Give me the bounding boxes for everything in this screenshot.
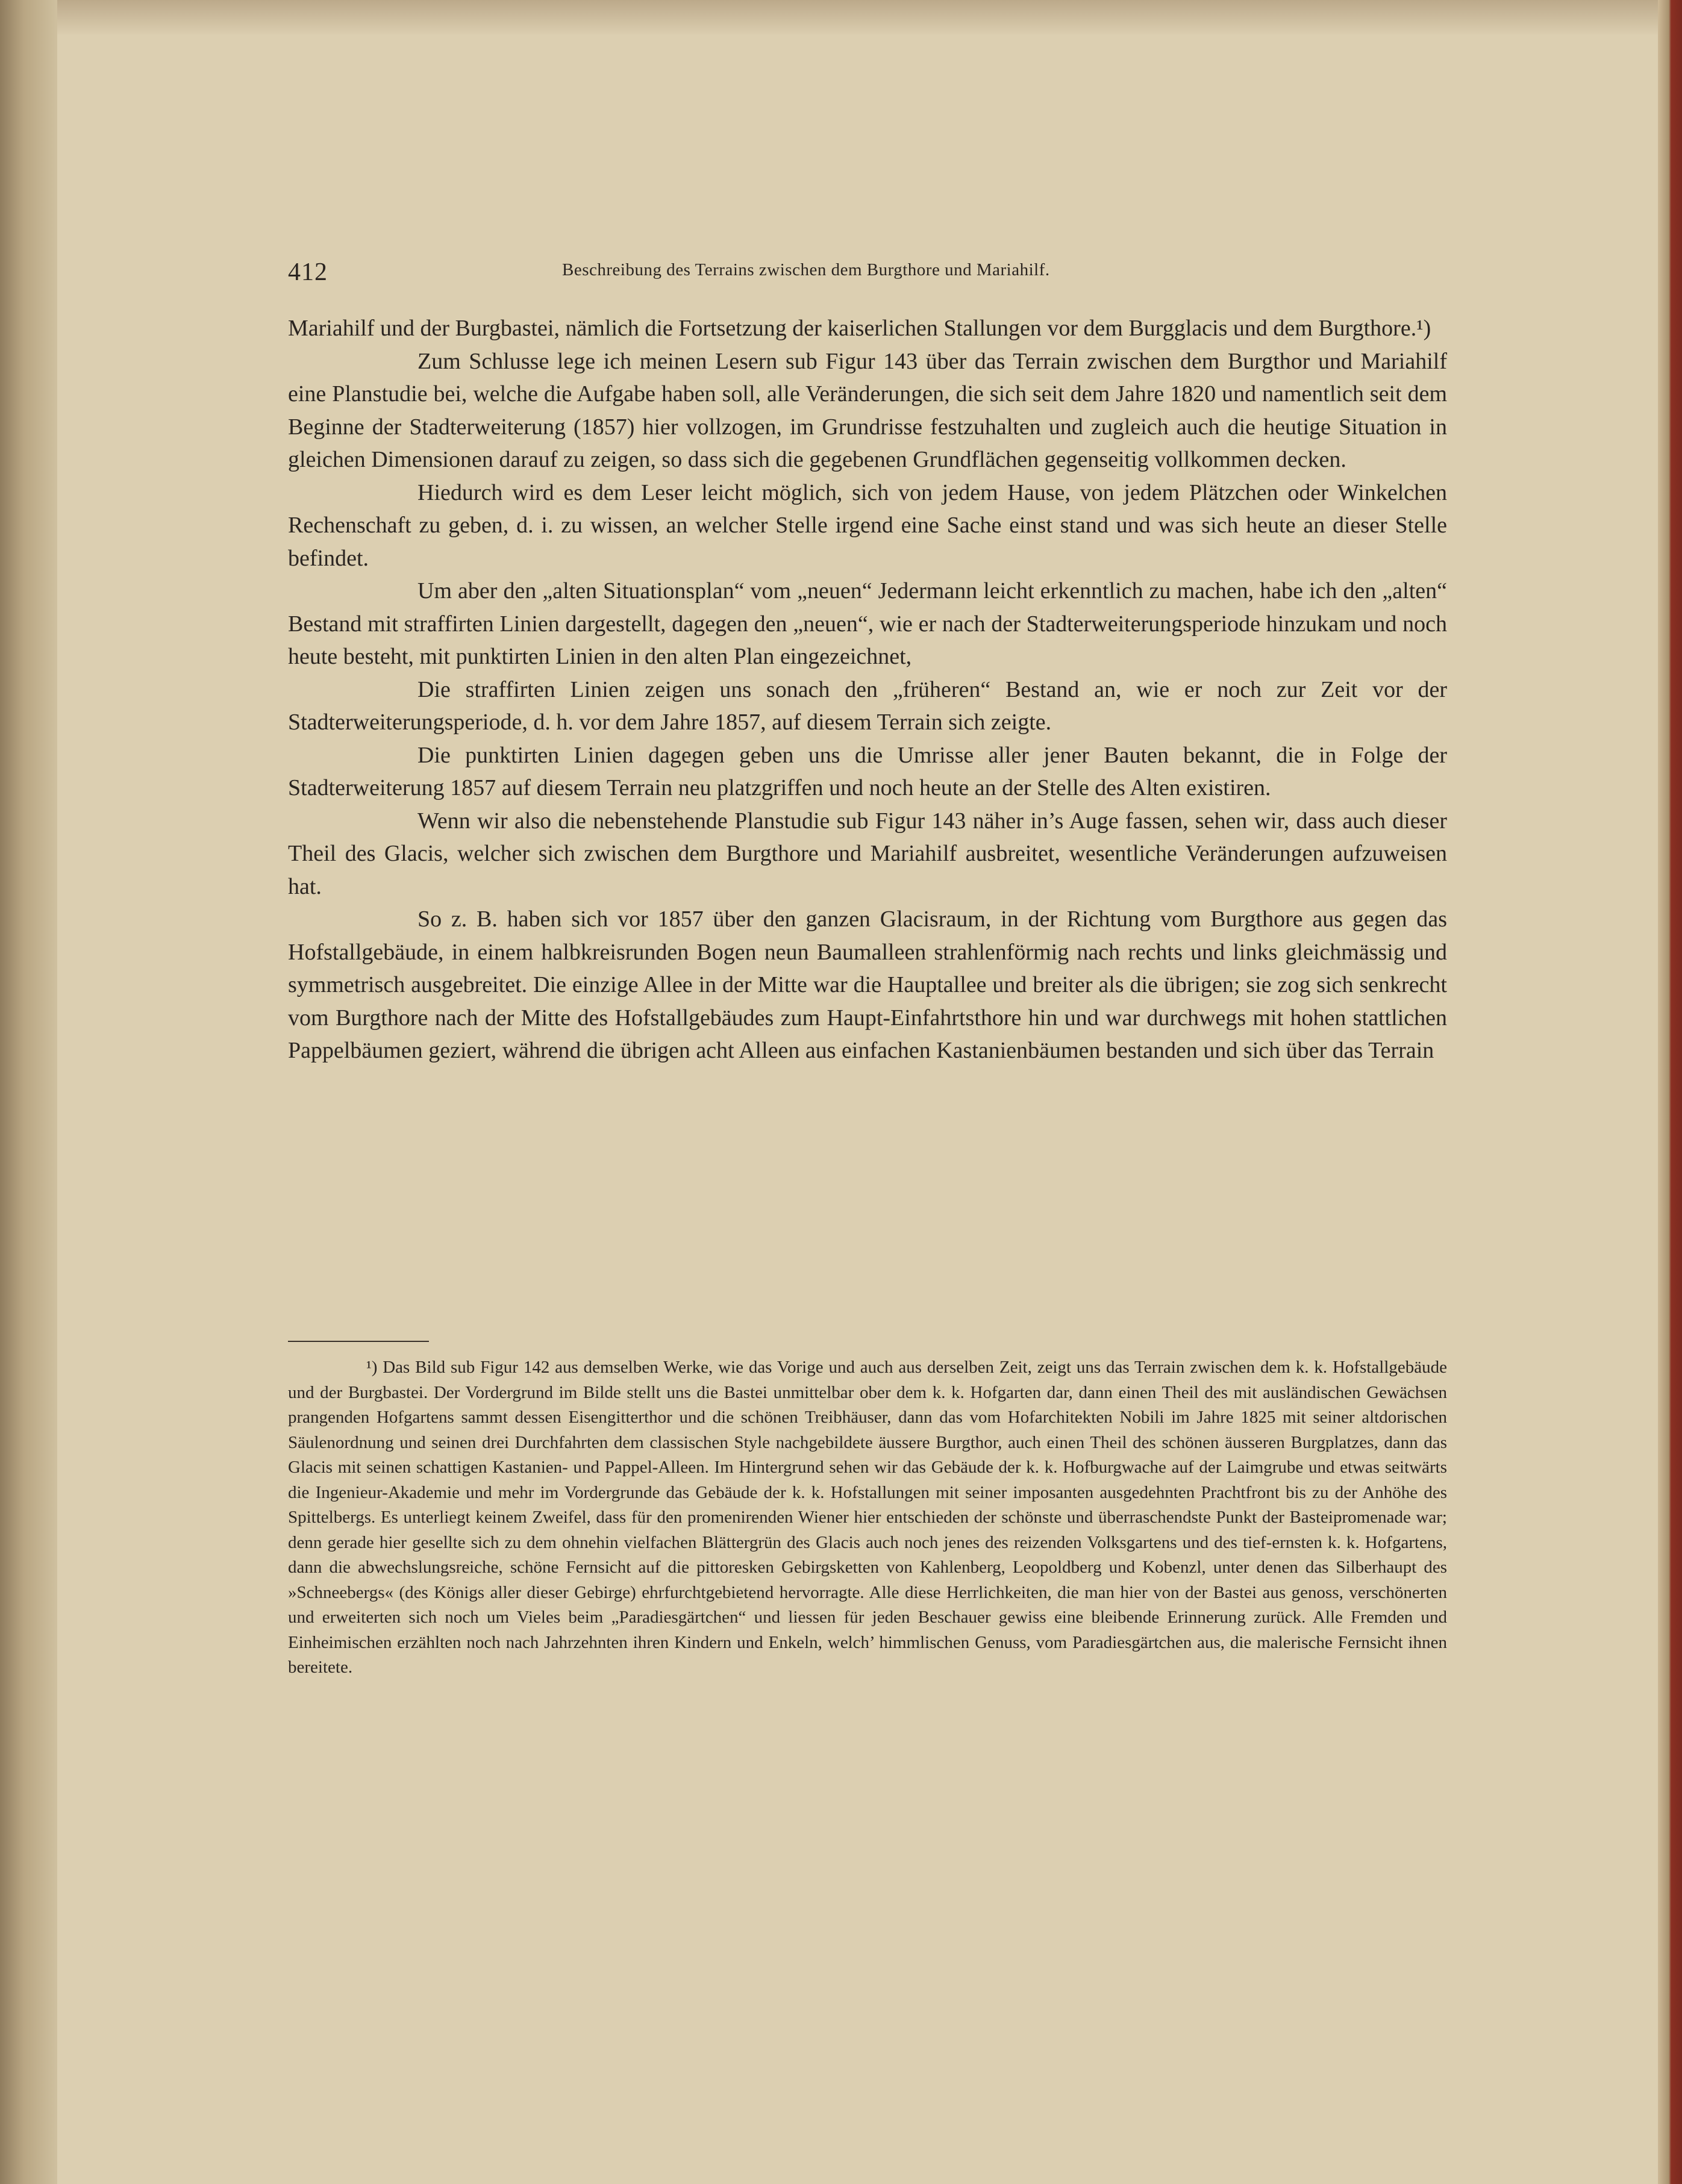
footnote-divider	[288, 1341, 429, 1342]
paragraph: So z. B. haben sich vor 1857 über den ganzen Glacisraum, in der Richtung vom Burgthore aus gegen das Hofstallgebäude, in einem halbkreisrunden Bogen neun Baumalleen strahlenförmig nach rechts und links gleichmässig und symmetrisch ausgebreitet. Die einzige Allee in der Mitte war die Hauptallee und breiter als die übrigen; sie zog sich senkrecht vom Burgthore nach der Mitte des Hofstallgebäudes zum Haupt-Einfahrtsthore hin und war durchwegs mit hohen stattlichen Pappelbäumen geziert, während die übrigen acht Alleen aus einfachen Kastanienbäumen bestanden und sich über das Terrain	[288, 906, 1447, 1063]
page-header	[288, 258, 1469, 300]
paragraph: Zum Schlusse lege ich meinen Lesern sub Figur 143 über das Terrain zwischen dem Burgthor und Mariahilf eine Planstudie bei, welche die Aufgabe haben soll, alle Veränderungen, die sich seit dem Jahre 1820 und namentlich seit dem Beginne der Stadterweiterung (1857) hier vollzogen, im Grundrisse festzuhalten und zugleich auch die heutige Situation in gleichen Dimensionen darauf zu zeigen, so dass sich die gegebenen Grundflächen gegenseitig vollkommen decken.	[288, 348, 1447, 472]
running-head: Beschreibung des Terrains zwischen dem Burgthore und Mariahilf.	[562, 260, 1050, 279]
paragraph: Mariahilf und der Burgbastei, nämlich die Fortsetzung der kaiserlichen Stallungen vor dem Burgglacis und dem Burgthore.¹)	[288, 316, 1431, 341]
paragraph: Wenn wir also die nebenstehende Planstudie sub Figur 143 näher in’s Auge fassen, sehen wir, dass auch dieser Theil des Glacis, welcher sich zwischen dem Burgthore und Mariahilf ausbreitet, wesentliche Veränderungen aufzuweisen hat.	[288, 808, 1447, 899]
page-top-shadow	[0, 0, 1682, 36]
paragraph: Die straffirten Linien zeigen uns sonach den „früheren“ Bestand an, wie er noch zur Zeit vor der Stadterweiterungsperiode, d. h. vor dem Jahre 1857, auf diesem Terrain sich zeigte.	[288, 676, 1447, 735]
footnote: ¹) Das Bild sub Figur 142 aus demselben Werke, wie das Vorige und auch aus derselben Zeit, zeigt uns das Terrain zwischen dem k. k. Hofstallgebäude und der Burgbastei. Der Vordergrund im Bilde stellt uns die Bastei unmittelbar ober dem k. k. Hofgarten dar, dann einen Theil des mit ausländischen Gewächsen prangenden Hofgartens sammt dessen Eisengitterthor und die schönen Treibhäuser, dann das vom Hofarchitekten Nobili im Jahre 1825 mit seiner altdorischen Säulenordnung und seinen drei Durchfahrten dem classischen Style nachgebildete äussere Burgthor, auch einen Theil des schönen äusseren Burgplatzes, dann das Glacis mit seinen schattigen Kastanien- und Pappel-Alleen. Im Hintergrund sehen wir das Gebäude der k. k. Hofburgwache auf der Laimgrube und etwas seitwärts die Ingenieur-Akademie und mehr im Vordergrunde das Gebäude der k. k. Hofstallungen mit seiner imposanten ausgedehnten Prachtfront bis zu der Anhöhe des Spittelbergs. Es unterliegt keinem Zweifel, dass für den promenirenden Wiener hier entschieden der schönste und überraschendste Punkt der Basteipromenade war; denn gerade hier gesellte sich zu dem ohnehin vielfachen Blättergrün des Glacis auch noch jenes des reizenden Volksgartens und des tief-ernsten k. k. Hofgartens, dann die abwechslungsreiche, schöne Fernsicht auf die pittoresken Gebirgsketten von Kahlenberg, Leopoldberg und Kobenzl, unter denen das Silberhaupt des »Schneebergs« (des Königs aller dieser Gebirge) ehrfurchtgebietend hervorragte. Alle diese Herrlichkeiten, die man hier von der Bastei aus genoss, verschönerten und erweiterten sich noch um Vieles beim „Paradiesgärtchen“ und liessen für jeden Beschauer gewiss eine bleibende Erinnerung zurück. Alle Fremden und Einheimischen erzählten noch nach Jahrzehnten ihren Kindern und Enkeln, welch’ himmlischen Genuss, vom Paradiesgärtchen aus, die malerische Fernsicht ihnen bereitete.	[288, 1358, 1447, 1677]
book-binding-edge	[1658, 0, 1682, 2184]
body-text	[288, 312, 1447, 1067]
page-number: 412	[288, 258, 328, 286]
footnotes	[288, 1355, 1447, 1680]
paragraph: Hiedurch wird es dem Leser leicht möglich, sich von jedem Hause, von jedem Plätzchen oder Winkelchen Rechenschaft zu geben, d. i. zu wissen, an welcher Stelle irgend eine Sache einst stand und was sich heute an dieser Stelle befindet.	[288, 479, 1447, 571]
page-gutter-shadow	[0, 0, 57, 2184]
paragraph: Die punktirten Linien dagegen geben uns die Umrisse aller jener Bauten bekannt, die in Folge der Stadterweiterung 1857 auf diesem Terrain neu platzgriffen und noch heute an der Stelle des Alten existiren.	[288, 742, 1447, 800]
paragraph: Um aber den „alten Situationsplan“ vom „neuen“ Jedermann leicht erkenntlich zu machen, habe ich den „alten“ Bestand mit straffirten Linien dargestellt, dagegen den „neuen“, wie er nach der Stadterweiterungsperiode hinzukam und noch heute besteht, mit punktirten Linien in den alten Plan eingezeichnet,	[288, 578, 1447, 669]
